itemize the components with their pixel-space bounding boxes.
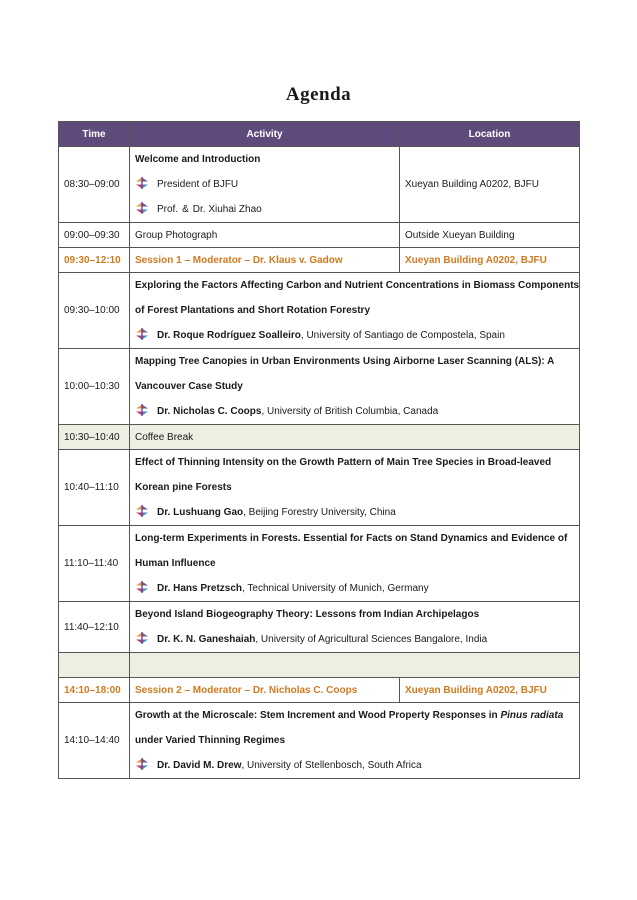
time-cell: 14:10–14:40 (59, 703, 130, 779)
speaker-affiliation: , Technical University of Munich, Germany (242, 583, 429, 594)
time-cell: 08:30–09:00 (59, 147, 130, 223)
activity-title: Welcome and Introduction (135, 154, 261, 165)
speaker-affiliation: , University of British Columbia, Canada (261, 406, 439, 417)
list-item-text: Prof. (157, 204, 179, 215)
speaker-line (135, 399, 574, 424)
table-row (59, 273, 580, 349)
time-cell: 09:30–12:10 (59, 248, 130, 273)
location-cell: Xueyan Building A0202, BJFU (400, 678, 580, 703)
break-row (59, 425, 580, 450)
speaker-name: Dr. Lushuang Gao (157, 507, 244, 518)
speaker-affiliation: , University of Agricultural Sciences Bangalore, India (255, 634, 488, 645)
speaker-line (135, 576, 574, 601)
header-location: Location (400, 122, 580, 147)
speaker-name: Dr. Nicholas C. Coops (157, 406, 262, 417)
time-cell: 11:40–12:10 (59, 602, 130, 653)
agenda-table (58, 121, 580, 779)
talk-title-line: Exploring the Factors Affecting Carbon and Nutrient Concentrations in Biomass Components (135, 280, 580, 291)
time-cell: 14:10–18:00 (59, 678, 130, 703)
activity-cell: Coffee Break (130, 425, 580, 450)
time-cell: 11:10–11:40 (59, 526, 130, 602)
list-item-text: President of BJFU (157, 179, 239, 190)
speaker-name: Dr. Roque Rodríguez Soalleiro (157, 330, 301, 341)
location-cell: Xueyan Building A0202, BJFU (400, 248, 580, 273)
activity-cell: Group Photograph (130, 223, 400, 248)
list-item (135, 172, 394, 197)
activity-cell: Session 1 – Moderator – Dr. Klaus v. Gadow (130, 248, 400, 273)
table-row (59, 526, 580, 602)
time-cell: 10:40–11:10 (59, 450, 130, 526)
activity-cell (130, 147, 400, 223)
speaker-line (135, 500, 574, 525)
table-row (59, 147, 580, 223)
blank-row (59, 653, 580, 678)
talk-title-line: of Forest Plantations and Short Rotation Forestry (135, 305, 371, 316)
table-header-row (59, 122, 580, 147)
time-cell: 10:30–10:40 (59, 425, 130, 450)
table-row (59, 349, 580, 425)
talk-title-line: under Varied Thinning Regimes (135, 735, 286, 746)
speaker-affiliation: , University of Stellenbosch, South Africa (241, 760, 422, 771)
table-row (59, 602, 580, 653)
time-cell (59, 653, 130, 678)
table-row (59, 703, 580, 779)
activity-cell (130, 602, 580, 653)
talk-title-line: Effect of Thinning Intensity on the Growth Pattern of Main Tree Species in Broad-leaved (135, 457, 552, 468)
speaker-name: Dr. K. N. Ganeshaiah (157, 634, 256, 645)
speaker-affiliation: , Beijing Forestry University, China (243, 507, 396, 518)
speaker-line (135, 753, 574, 778)
location-cell: Xueyan Building A0202, BJFU (400, 147, 580, 223)
speaker-affiliation: , University of Santiago de Compostela, Spain (300, 330, 505, 341)
activity-cell (130, 526, 580, 602)
time-cell: 10:00–10:30 (59, 349, 130, 425)
speaker-name: Dr. David M. Drew (157, 760, 242, 771)
arrow-bullet-icon (135, 328, 149, 340)
table-row (59, 450, 580, 526)
talk-title-line (135, 703, 574, 728)
time-cell: 09:30–10:00 (59, 273, 130, 349)
ampersand: & (182, 204, 189, 215)
activity-cell (130, 450, 580, 526)
arrow-bullet-icon (135, 404, 149, 416)
arrow-bullet-icon (135, 202, 149, 214)
arrow-bullet-icon (135, 758, 149, 770)
talk-title-text: Growth at the Microscale: Stem Increment and Wood Property Responses in (135, 710, 501, 721)
talk-title-line: Human Influence (135, 558, 216, 569)
arrow-bullet-icon (135, 505, 149, 517)
talk-title-line: Beyond Island Biogeography Theory: Lessons from Indian Archipelagos (135, 609, 480, 620)
table-row (59, 223, 580, 248)
page-title: Agenda (285, 84, 352, 105)
activity-cell (130, 273, 580, 349)
speaker-name: Dr. Hans Pretzsch (157, 583, 243, 594)
speaker-line (135, 323, 574, 348)
arrow-bullet-icon (135, 177, 149, 189)
session-row (59, 678, 580, 703)
talk-title-line: Korean pine Forests (135, 482, 232, 493)
time-cell: 09:00–09:30 (59, 223, 130, 248)
activity-cell (130, 349, 580, 425)
species-name: Pinus radiata (500, 710, 564, 721)
arrow-bullet-icon (135, 632, 149, 644)
talk-title-line: Vancouver Case Study (135, 381, 243, 392)
header-time: Time (59, 122, 130, 147)
header-activity: Activity (130, 122, 400, 147)
speaker-line (135, 627, 574, 652)
activity-cell: Session 2 – Moderator – Dr. Nicholas C. Coops (130, 678, 400, 703)
location-cell: Outside Xueyan Building (400, 223, 580, 248)
list-item (135, 197, 394, 222)
arrow-bullet-icon (135, 581, 149, 593)
list-item-text: Dr. Xiuhai Zhao (192, 204, 262, 215)
talk-title-line: Mapping Tree Canopies in Urban Environments Using Airborne Laser Scanning (ALS): A (135, 356, 555, 367)
activity-cell (130, 703, 580, 779)
activity-cell (130, 653, 580, 678)
session-row (59, 248, 580, 273)
talk-title-line: Long-term Experiments in Forests. Essential for Facts on Stand Dynamics and Evidence of (135, 533, 568, 544)
